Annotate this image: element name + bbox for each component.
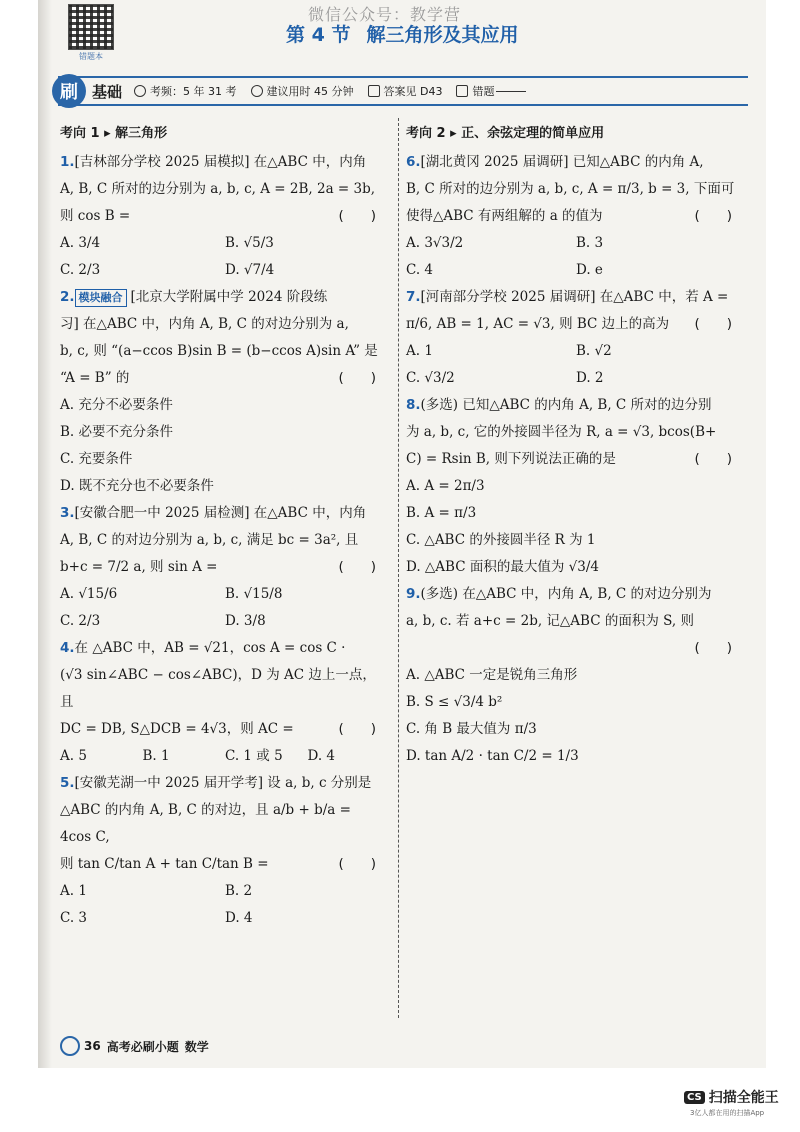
scanner-brand (684, 1087, 779, 1107)
question-line: (多选) 已知△ABC 的内角 A, B, C 所对的边分别 (420, 397, 712, 413)
page-number: 36 (84, 1039, 101, 1053)
question-3 (60, 500, 380, 635)
options (406, 662, 736, 770)
question-7 (406, 284, 736, 392)
question-line: b, c, 则 “(a−ccos B)sin B = (b−ccos A)sin A” 是 (60, 343, 378, 359)
option-c[interactable]: C. 2/3 (60, 613, 101, 629)
option-d[interactable]: D. tan A/2 · tan C/2 = 1/3 (406, 748, 579, 764)
question-line: 则 cos B = (60, 208, 131, 224)
question-line: [北京大学附属中学 2024 阶段练 (130, 289, 328, 305)
brand-logo-icon (60, 1036, 80, 1056)
question-number: 6. (406, 154, 421, 170)
answer-blank[interactable]: ( ) (338, 856, 376, 872)
left-column (60, 120, 380, 932)
option-b[interactable]: B. 2 (225, 883, 253, 899)
error-blank (496, 91, 526, 92)
answer-blank[interactable]: ( ) (338, 559, 376, 575)
question-line: 使得△ABC 有两组解的 a 的值为 (406, 208, 603, 224)
question-line: [河南部分学校 2025 届调研] 在△ABC 中，若 A = (420, 289, 729, 305)
options (406, 473, 736, 581)
option-c[interactable]: C. 充要条件 (60, 451, 133, 467)
question-line: A, B, C 的对边分别为 a, b, c, 满足 bc = 3a², 且 (60, 532, 359, 548)
option-a[interactable]: A. 1 (60, 883, 87, 899)
question-1 (60, 149, 380, 284)
options (60, 392, 380, 500)
option-d[interactable]: D. √7/4 (225, 262, 275, 278)
option-a[interactable]: A. △ABC 一定是锐角三角形 (406, 667, 578, 683)
question-line: (√3 sin∠ABC − cos∠ABC)，D 为 AC 边上一点，且 (60, 667, 376, 710)
question-number: 8. (406, 397, 421, 413)
option-c[interactable]: C. 2/3 (60, 262, 101, 278)
option-a[interactable]: A. 3/4 (60, 235, 101, 251)
options (406, 230, 736, 284)
options (60, 581, 380, 635)
topic-heading-1: 考向 1 ▸ 解三角形 (60, 126, 168, 141)
error-label: 错题 (472, 85, 495, 98)
option-a[interactable]: A. 充分不必要条件 (60, 397, 173, 413)
option-c[interactable]: C. 角 B 最大值为 π/3 (406, 721, 537, 737)
question-line: B, C 所对的边分别为 a, b, c, A = π/3, b = 3, 下面可 (406, 181, 735, 197)
option-c[interactable]: C. √3/2 (406, 370, 455, 386)
answer-blank[interactable]: ( ) (694, 316, 732, 332)
question-line: 习] 在△ABC 中，内角 A, B, C 的对边分别为 a, (60, 316, 349, 332)
question-9 (406, 581, 736, 770)
scanner-logo-icon: CS (684, 1091, 705, 1104)
question-line: a, b, c. 若 a+c = 2b, 记△ABC 的面积为 S, 则 (406, 613, 694, 629)
option-d[interactable]: D. 4 (225, 910, 253, 926)
suggested-time-text: 建议用时 45 分钟 (266, 85, 354, 98)
practice-header-bar (58, 76, 748, 106)
option-a[interactable]: A. √15/6 (60, 586, 118, 602)
answer-ref (368, 83, 443, 99)
question-number: 3. (60, 505, 75, 521)
level-title: 基础 (92, 82, 123, 101)
option-b[interactable]: B. S ≤ √3/4 b² (406, 694, 503, 710)
question-number: 1. (60, 154, 75, 170)
column-divider (398, 118, 399, 1018)
question-number: 5. (60, 775, 75, 791)
options (60, 878, 380, 932)
note-icon (456, 85, 468, 97)
answer-blank[interactable]: ( ) (338, 370, 376, 386)
option-d[interactable]: D. e (576, 262, 603, 278)
section-title (286, 20, 534, 47)
question-line: A, B, C 所对的边分别为 a, b, c, A = 2B, 2a = 3b, (60, 181, 376, 197)
question-2 (60, 284, 380, 500)
section-number: 第 4 节 (286, 24, 351, 46)
question-line: [安徽芜湖一中 2025 届开学考] 设 a, b, c 分别是 (74, 775, 372, 791)
page-footer (60, 1036, 215, 1056)
option-c[interactable]: C. 1 或 5 (225, 748, 283, 764)
answer-blank[interactable]: ( ) (694, 208, 732, 224)
option-d[interactable]: D. 4 (307, 748, 336, 764)
option-a[interactable]: A. A = 2π/3 (406, 478, 485, 494)
question-number: 2. (60, 289, 75, 305)
option-a[interactable]: A. 3√3/2 (406, 235, 464, 251)
option-d[interactable]: D. 既不充分也不必要条件 (60, 478, 214, 494)
options (60, 230, 380, 284)
question-line: [吉林部分学校 2025 届模拟] 在△ABC 中，内角 (74, 154, 367, 170)
option-b[interactable]: B. 3 (576, 235, 604, 251)
question-line: 为 a, b, c, 它的外接圆半径为 R, a = √3, bcos(B+ (406, 424, 717, 440)
options (60, 743, 380, 770)
question-line: △ABC 的内角 A, B, C 的对边，且 a/b + b/a = 4cos C, (60, 802, 351, 845)
question-number: 7. (406, 289, 421, 305)
question-line: π/6, AB = 1, AC = √3, 则 BC 边上的高为 (406, 316, 670, 332)
option-d[interactable]: D. 2 (576, 370, 604, 386)
option-a[interactable]: A. 5 (60, 748, 87, 764)
brush-badge: 刷 (52, 74, 86, 108)
suggested-time (251, 83, 354, 99)
option-c[interactable]: C. 4 (406, 262, 434, 278)
question-line: 在 △ABC 中，AB = √21，cos A = cos C · (74, 640, 346, 656)
book-icon (368, 85, 380, 97)
options (406, 338, 736, 392)
module-tag: 模块融合 (75, 289, 127, 307)
question-4 (60, 635, 380, 770)
question-line: [湖北黄冈 2025 届调研] 已知△ABC 的内角 A, (420, 154, 704, 170)
question-line: “A = B” 的 (60, 370, 130, 386)
option-b[interactable]: B. √5/3 (225, 235, 274, 251)
exam-frequency-text: 考频：5 年 31 考 (150, 85, 237, 98)
option-c[interactable]: C. △ABC 的外接圆半径 R 为 1 (406, 532, 596, 548)
option-b[interactable]: B. √15/8 (225, 586, 283, 602)
option-b[interactable]: B. √2 (576, 343, 612, 359)
subject-label: 数学 (184, 1039, 209, 1054)
watermark: 微信公众号：教学营 (308, 5, 462, 24)
option-b[interactable]: B. 1 (142, 748, 170, 764)
clock-icon (251, 85, 263, 97)
question-number: 9. (406, 586, 421, 602)
book-title: 高考必刷小题 (106, 1039, 179, 1054)
answer-ref-text: 答案见 D43 (383, 85, 443, 98)
answer-blank[interactable]: ( ) (338, 721, 376, 737)
exam-frequency (134, 83, 237, 99)
question-line: C) = Rsin B, 则下列说法正确的是 (406, 451, 616, 467)
scanner-tagline: 3亿人都在用的扫描App (690, 1109, 765, 1117)
question-line: b+c = 7/2 a, 则 sin A = (60, 559, 218, 575)
option-b[interactable]: B. 必要不充分条件 (60, 424, 174, 440)
qr-code[interactable] (68, 4, 114, 50)
scanner-name: 扫描全能王 (708, 1090, 779, 1106)
qr-caption: 错题本 (79, 52, 103, 61)
option-a[interactable]: A. 1 (406, 343, 433, 359)
error-count (456, 83, 526, 99)
answer-blank[interactable]: ( ) (694, 640, 732, 656)
answer-blank[interactable]: ( ) (338, 208, 376, 224)
question-line: (多选) 在△ABC 中，内角 A, B, C 的对边分别为 (420, 586, 712, 602)
section-name: 解三角形及其应用 (366, 24, 519, 46)
answer-blank[interactable]: ( ) (694, 451, 732, 467)
question-5 (60, 770, 380, 932)
option-d[interactable]: D. △ABC 面积的最大值为 √3/4 (406, 559, 599, 575)
question-6 (406, 149, 736, 284)
topic-heading-2: 考向 2 ▸ 正、余弦定理的简单应用 (406, 126, 605, 141)
question-line: 则 tan C/tan A + tan C/tan B = (60, 856, 269, 872)
right-column (406, 120, 736, 770)
option-b[interactable]: B. A = π/3 (406, 505, 477, 521)
option-d[interactable]: D. 3/8 (225, 613, 266, 629)
frequency-icon (134, 85, 146, 97)
question-8 (406, 392, 736, 581)
question-line: [安徽合肥一中 2025 届检测] 在△ABC 中，内角 (74, 505, 367, 521)
question-number: 4. (60, 640, 75, 656)
option-c[interactable]: C. 3 (60, 910, 88, 926)
question-line: DC = DB, S△DCB = 4√3，则 AC = (60, 721, 294, 737)
document-page (38, 0, 766, 1068)
